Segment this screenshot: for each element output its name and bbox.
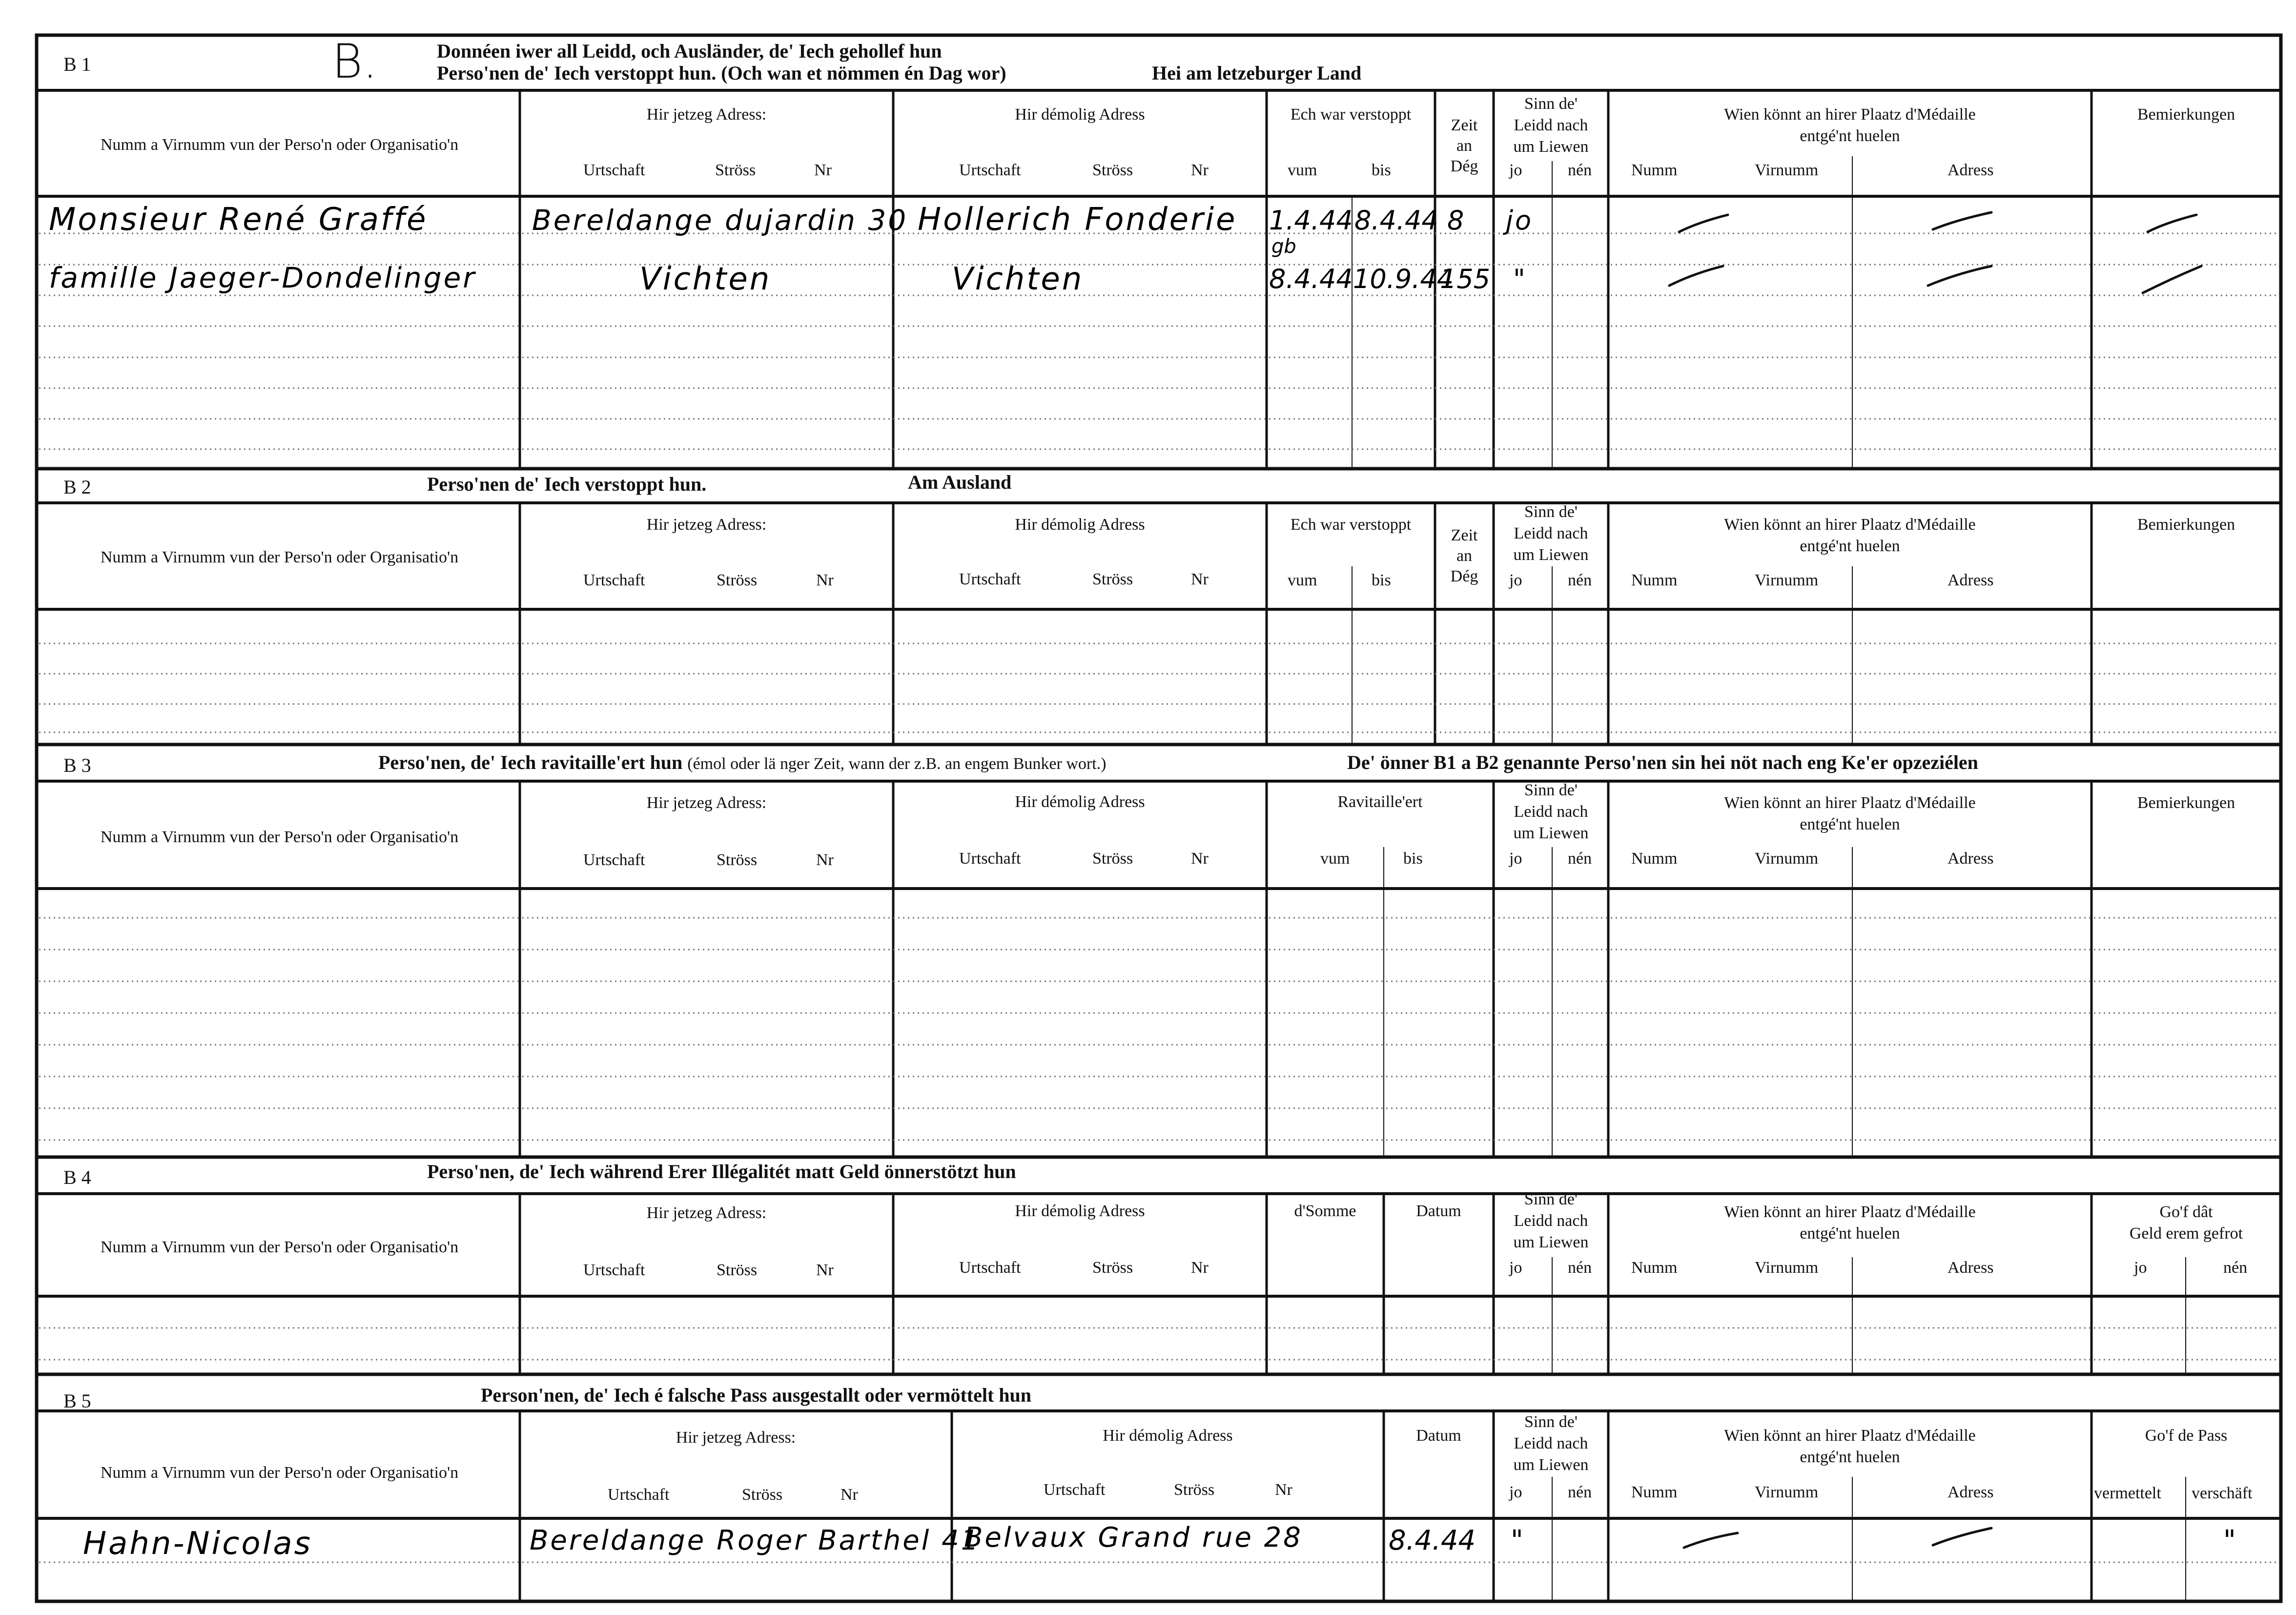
b1-row1-days: 8 [1447,205,1466,236]
b5-code: B 5 [63,1390,91,1412]
b1-heading-line2: Perso'nen de' Iech verstoppt hun. (Och wan et nömmen én Dag wor) [437,62,1006,84]
b1-sub-adress: Adress [1948,161,1994,179]
b4-sub-jo: jo [1509,1259,1522,1277]
b5-col-current: Hir jetzeg Adress: [676,1429,796,1447]
b5-sub-stross2: Ströss [1174,1481,1215,1499]
b1-code: B 1 [63,53,91,75]
b4-col-sinn3: um Liewen [1513,1233,1589,1251]
b3-sub-bis: bis [1403,849,1423,868]
b3-sub-vum: vum [1320,849,1350,868]
b5-sub-nr2: Nr [1275,1481,1292,1499]
b1-row2-current: Vichten [639,261,772,297]
b3-col-rav: Ravitaille'ert [1337,793,1423,811]
b3-sub-nen: nén [1568,849,1592,868]
b4-sub-nr: Nr [816,1261,834,1279]
b5-row1-name: Hahn-Nicolas [83,1526,312,1562]
b2-sub-urtschaft: Urtschaft [583,571,645,589]
b2-sub-virnumm: Virnumm [1755,571,1819,589]
b4-col-sinn1: Sinn de' [1524,1190,1578,1208]
b5-sub-nr: Nr [840,1486,858,1504]
b5-col-pass: Go'f de Pass [2145,1427,2228,1445]
b4-col-medal1: Wien könnt an hirer Plaatz d'Médaille [1724,1203,1976,1221]
b1-heading-line1: Donnéen iwer all Leidd, och Ausländer, de' Iech gehollef hun [437,40,942,62]
b5-row1-former: Belvaux Grand rue 28 [964,1522,1303,1553]
b2-col-medal2: entgé'nt huelen [1800,537,1900,555]
b1-col-medal1: Wien könnt an hirer Plaatz d'Médaille [1724,105,1976,124]
b2-col-sinn2: Leidd nach [1514,524,1588,542]
b4-col-somme: d'Somme [1294,1202,1356,1220]
b1-row1-note: gb [1271,235,1296,258]
b5-row1-pass: " [2223,1525,2238,1556]
b5-sub-urtschaft: Urtschaft [608,1486,670,1504]
b4-code: B 4 [63,1166,91,1188]
b1-row1-name: Monsieur René Graffé [49,202,428,238]
b5-sub-nen: nén [1568,1483,1592,1501]
b1-sub-bis: bis [1372,161,1391,179]
b3-sub-urtschaft: Urtschaft [583,851,645,869]
b5-row1-date: 8.4.44 [1389,1525,1476,1556]
b4-col-sinn2: Leidd nach [1514,1212,1588,1230]
b4-col-current: Hir jetzeg Adress: [646,1204,767,1222]
b3-heading-bold: Perso'nen, de' Iech ravitaille'ert hun [378,751,683,773]
b1-row1-from: 1.4.44 [1269,205,1353,236]
b5-row1-alive: " [1511,1525,1525,1556]
b4-col-former: Hir démolig Adress [1015,1202,1145,1220]
b1-row1-alive: jo [1506,205,1534,236]
b1-sub-stross: Ströss [715,161,756,179]
b1-letter: B. [332,34,378,89]
b2-col-sinn1: Sinn de' [1524,503,1578,521]
b1-sub-nr2: Nr [1191,161,1209,179]
b4-sub-stross2: Ströss [1092,1259,1133,1277]
b2-col-an: an [1456,547,1473,565]
b1-row2-alive: " [1513,264,1527,294]
b5-sub-jo: jo [1509,1483,1522,1501]
b5-sub-stross: Ströss [742,1486,783,1504]
b5-col-sinn3: um Liewen [1513,1456,1589,1474]
b3-col-sinn1: Sinn de' [1524,781,1578,799]
b4-col-gof1: Go'f dât [2159,1203,2213,1221]
b2-col-hidden: Ech war verstoppt [1290,516,1412,534]
b1-sub-jo: jo [1509,161,1522,179]
b4-col-person: Numm a Virnumm vun der Perso'n oder Organisatio'n [100,1238,459,1256]
b1-sub-numm: Numm [1631,161,1678,179]
b2-sub-vum: vum [1288,571,1317,589]
b1-col-former: Hir démolig Adress [1015,105,1145,124]
b2-sub-stross2: Ströss [1092,570,1133,588]
b1-row2-days: 155 [1440,264,1491,294]
b1-col-person: Numm a Virnumm vun der Perso'n oder Organisatio'n [100,136,459,154]
b3-col-medal2: entgé'nt huelen [1800,815,1900,833]
b2-sub-nr: Nr [816,571,834,589]
b3-sub-nr: Nr [816,851,834,869]
b3-sub-adress: Adress [1948,849,1994,868]
b2-col-medal1: Wien könnt an hirer Plaatz d'Médaille [1724,516,1976,534]
b3-sub-stross2: Ströss [1092,849,1133,868]
b5-sub-verschaft: verschäft [2192,1484,2253,1502]
b5-sub-numm: Numm [1631,1483,1678,1501]
b5-col-datum: Datum [1416,1427,1461,1445]
b1-col-an: an [1456,137,1473,155]
b3-sub-stross: Ströss [717,851,758,869]
b1-sub-urtschaft2: Urtschaft [959,161,1021,179]
b2-col-person: Numm a Virnumm vun der Perso'n oder Organisatio'n [100,548,459,566]
b5-col-person: Numm a Virnumm vun der Perso'n oder Organisatio'n [100,1464,459,1482]
b3-code: B 3 [63,754,91,776]
b3-col-remarks: Bemierkungen [2137,794,2235,812]
b4-sub-jo2: jo [2134,1259,2147,1277]
b1-sub-nr: Nr [814,161,832,179]
b3-heading-note: (émol oder lä nger Zeit, wann der z.B. an engem Bunker wort.) [687,755,1107,773]
b4-sub-adress: Adress [1948,1259,1994,1277]
b1-row1-to: 8.4.44 [1354,205,1438,236]
b5-col-medal1: Wien könnt an hirer Plaatz d'Médaille [1724,1427,1976,1445]
b4-sub-urtschaft2: Urtschaft [959,1259,1021,1277]
b5-col-medal2: entgé'nt huelen [1800,1448,1900,1466]
b5-col-sinn1: Sinn de' [1524,1413,1578,1431]
b1-col-sinn2: Leidd nach [1514,116,1588,134]
b1-sub-vum: vum [1288,161,1317,179]
b1-col-sinn3: um Liewen [1513,138,1589,156]
b3-sub-jo: jo [1509,849,1522,868]
b2-sub-stross: Ströss [717,571,758,589]
b4-sub-nr2: Nr [1191,1259,1209,1277]
b1-sub-stross2: Ströss [1092,161,1133,179]
b3-heading [378,753,1106,772]
b2-col-remarks: Bemierkungen [2137,516,2235,534]
b2-col-zeit: Zeit [1451,526,1478,544]
b5-sub-adress: Adress [1948,1483,1994,1501]
b5-sub-vermettelt: vermettelt [2094,1484,2161,1502]
b5-row1-current: Bereldange Roger Barthel 41 [530,1525,981,1556]
b3-sub-urtschaft2: Urtschaft [959,849,1021,868]
b3-sub-nr2: Nr [1191,849,1209,868]
b2-sub-nen: nén [1568,571,1592,589]
b1-sub-urtschaft: Urtschaft [583,161,645,179]
b3-col-former: Hir démolig Adress [1015,793,1145,811]
b4-col-gof2: Geld erem gefrot [2129,1224,2243,1242]
b1-row2-from: 8.4.44 [1269,264,1353,294]
b3-sub-virnumm: Virnumm [1755,849,1819,868]
b4-sub-stross: Ströss [717,1261,758,1279]
b1-col-sinn1: Sinn de' [1524,95,1578,113]
b2-sub-nr2: Nr [1191,570,1209,588]
b3-col-sinn3: um Liewen [1513,824,1589,842]
b1-col-medal2: entgé'nt huelen [1800,127,1900,145]
b1-row2-former: Vichten [952,261,1084,297]
b4-sub-virnumm: Virnumm [1755,1259,1819,1277]
b4-heading: Perso'nen, de' Iech während Erer Illégalitét matt Geld önnerstötzt hun [427,1160,1016,1182]
b1-col-deg: Dég [1450,157,1478,175]
b2-col-former: Hir démolig Adress [1015,516,1145,534]
b5-col-former: Hir démolig Adress [1103,1427,1233,1445]
b2-sub-numm: Numm [1631,571,1678,589]
b1-row2-to: 10.9.44 [1353,264,1454,294]
b1-row2-name: famille Jaeger-Dondelinger [49,261,477,294]
b2-col-deg: Dég [1450,567,1478,585]
b2-col-current: Hir jetzeg Adress: [646,516,767,534]
b4-sub-nen2: nén [2223,1259,2248,1277]
b2-sub-urtschaft2: Urtschaft [959,570,1021,588]
b2-heading: Perso'nen de' Iech verstoppt hun. [427,473,707,495]
b1-col-current: Hir jetzeg Adress: [646,105,767,124]
b1-row1-former: Hollerich Fonderie [918,202,1237,238]
b2-code: B 2 [63,476,91,498]
b3-heading-tail: De' önner B1 a B2 genannte Perso'nen sin hei nöt nach eng Ke'er opzeziélen [1347,751,1978,773]
b3-col-person: Numm a Virnumm vun der Perso'n oder Organisatio'n [100,828,459,846]
b5-heading: Person'nen, de' Iech é falsche Pass ausgestallt oder vermöttelt hun [481,1384,1032,1406]
b3-col-current: Hir jetzeg Adress: [646,794,767,812]
b1-col-remarks: Bemierkungen [2137,105,2235,124]
b2-heading-place: Am Ausland [908,471,1012,493]
b1-row1-current: Bereldange dujardin 30 [532,204,908,237]
b1-sub-nen: nén [1568,161,1592,179]
b1-heading-place: Hei am letzeburger Land [1152,62,1362,84]
b4-sub-numm: Numm [1631,1259,1678,1277]
b5-sub-urtschaft2: Urtschaft [1044,1481,1106,1499]
b1-sub-virnumm: Virnumm [1755,161,1819,179]
b2-sub-jo: jo [1509,571,1522,589]
b2-col-sinn3: um Liewen [1513,546,1589,564]
b5-col-sinn2: Leidd nach [1514,1434,1588,1452]
b4-sub-nen: nén [1568,1259,1592,1277]
b4-col-datum: Datum [1416,1202,1461,1220]
b5-sub-virnumm: Virnumm [1755,1483,1819,1501]
b1-col-hidden: Ech war verstoppt [1290,105,1412,124]
b2-sub-adress: Adress [1948,571,1994,589]
b2-sub-bis: bis [1372,571,1391,589]
b1-col-zeit: Zeit [1451,116,1478,134]
b3-col-medal1: Wien könnt an hirer Plaatz d'Médaille [1724,794,1976,812]
b3-col-sinn2: Leidd nach [1514,803,1588,821]
b4-sub-urtschaft: Urtschaft [583,1261,645,1279]
b3-sub-numm: Numm [1631,849,1678,868]
b4-col-medal2: entgé'nt huelen [1800,1224,1900,1242]
